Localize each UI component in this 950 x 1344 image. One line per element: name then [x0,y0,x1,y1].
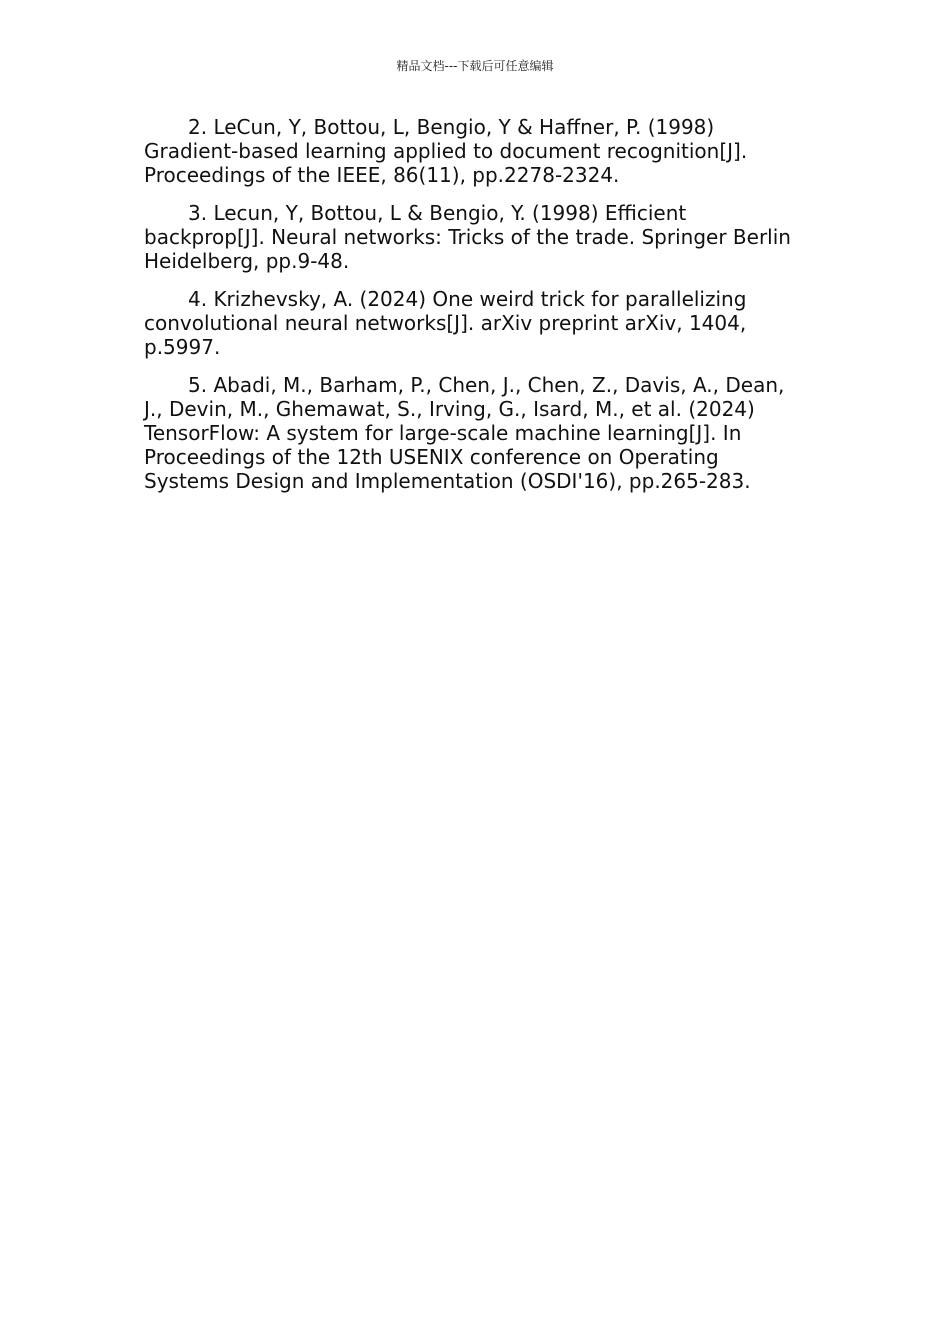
reference-list [144,115,794,507]
reference-item: 3. Lecun, Y, Bottou, L & Bengio, Y. (1998) Efficient backprop[J]. Neural networks: Tricks of the trade. Springer Berlin Heidelberg, pp.9-48. [144,201,791,273]
reference-item: 2. LeCun, Y, Bottou, L, Bengio, Y & Haffner, P. (1998) Gradient-based learning applied to document recognition[J]. Proceedings of the IEEE, 86(11), pp.2278-2324. [144,115,748,187]
reference-item: 5. Abadi, M., Barham, P., Chen, J., Chen, Z., Davis, A., Dean, J., Devin, M., Ghemawat, S., Irving, G., Isard, M., et al. (2024) TensorFlow: A system for large-scale machine learning[J]. In Proceedings of the 12th USENIX conference on Operating Systems Design and Implementation (OSDI'16), pp.265-283. [144,373,785,493]
reference-item: 4. Krizhevsky, A. (2024) One weird trick for parallelizing convolutional neural networks[J]. arXiv preprint arXiv, 1404, p.5997. [144,287,747,359]
page-header: 精品文档---下载后可任意编辑 [396,59,554,73]
